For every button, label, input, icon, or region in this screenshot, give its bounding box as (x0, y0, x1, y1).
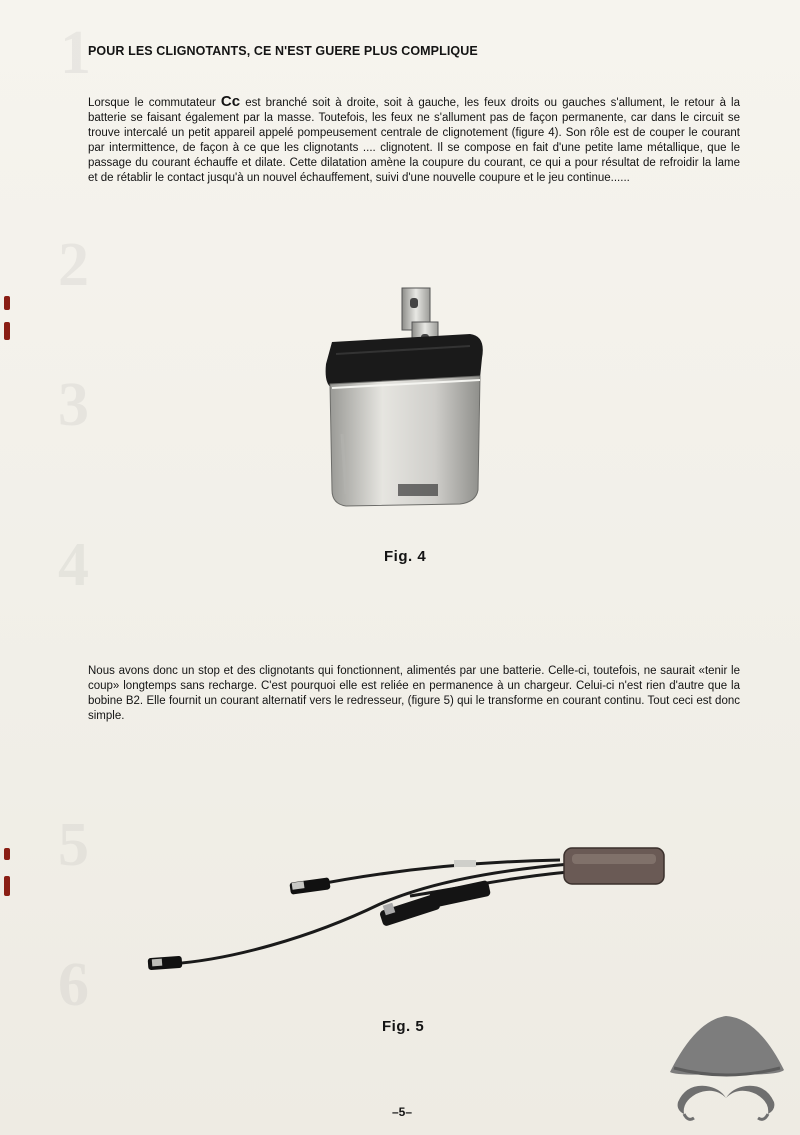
moustache-hat-logo (666, 1010, 786, 1133)
figure-5-image (140, 842, 670, 982)
page-number: –5– (392, 1105, 413, 1119)
rectifier-wires-icon (140, 842, 670, 982)
binder-mark-top-1 (4, 296, 10, 310)
ghost-number-3: 3 (58, 371, 89, 439)
moustache-hat-icon (666, 1010, 786, 1128)
ghost-number-2: 2 (58, 231, 89, 299)
paragraph-charger: Nous avons donc un stop et des clignotants qui fonctionnent, alimentés par une batterie. Celle-ci, toutefois, ne saurait «tenir le coup» longtemps sans recharge. C'est pourquoi elle est reliée en permanence à un chargeur. Celui-ci n'est rien d'autre que la bobine B2. Elle fournit un courant alternatif vers le redresseur, (figure 5) qui le transforme en courant continu. Tout ceci est donc simple. (88, 665, 740, 722)
ghost-number-5: 5 (58, 811, 89, 879)
switch-symbol: Cc (220, 93, 241, 110)
ghost-number-4: 4 (58, 531, 89, 599)
figure-4-caption: Fig. 4 (384, 548, 427, 565)
figure-5-caption: Fig. 5 (382, 1018, 425, 1035)
figure-4-image (320, 284, 490, 516)
paragraph-flasher (88, 94, 740, 186)
paragraph-flasher-body: est branché soit à droite, soit à gauche, les feux droits ou gauches s'allument, le retour à la batterie se faisant également par la masse. Toutefois, les feux ne s'allument pas de façon permanente, car dans le circuit se trouve intercalé un petit appareil appelé pompeusement centrale de clignotement (figure 4). Son rôle est de couper le courant par intermittence, de façon à ce que les clignotants .... clignotent. Il se compose en fait d'une petite lame métallique, que le passage du courant échauffe et dilate. Cette dilatation amène la coupure du courant, ce qui a pour résultat de refroidir la lame et de rétablir le contact jusqu'à un nouvel échauffement, suivi d'une nouvelle coupure et le jeu continue...... (88, 97, 741, 184)
binder-mark-bottom-2 (4, 876, 10, 896)
binder-mark-bottom-1 (4, 848, 10, 860)
ghost-number-6: 6 (58, 951, 89, 1019)
ghost-number-1: 1 (60, 19, 91, 87)
flasher-relay-icon (320, 284, 490, 516)
binder-mark-top-2 (4, 322, 10, 340)
paragraph-flasher-intro: Lorsque le commutateur (88, 97, 221, 109)
section-heading: POUR LES CLIGNOTANTS, CE N'EST GUERE PLUS COMPLIQUE (88, 44, 478, 58)
